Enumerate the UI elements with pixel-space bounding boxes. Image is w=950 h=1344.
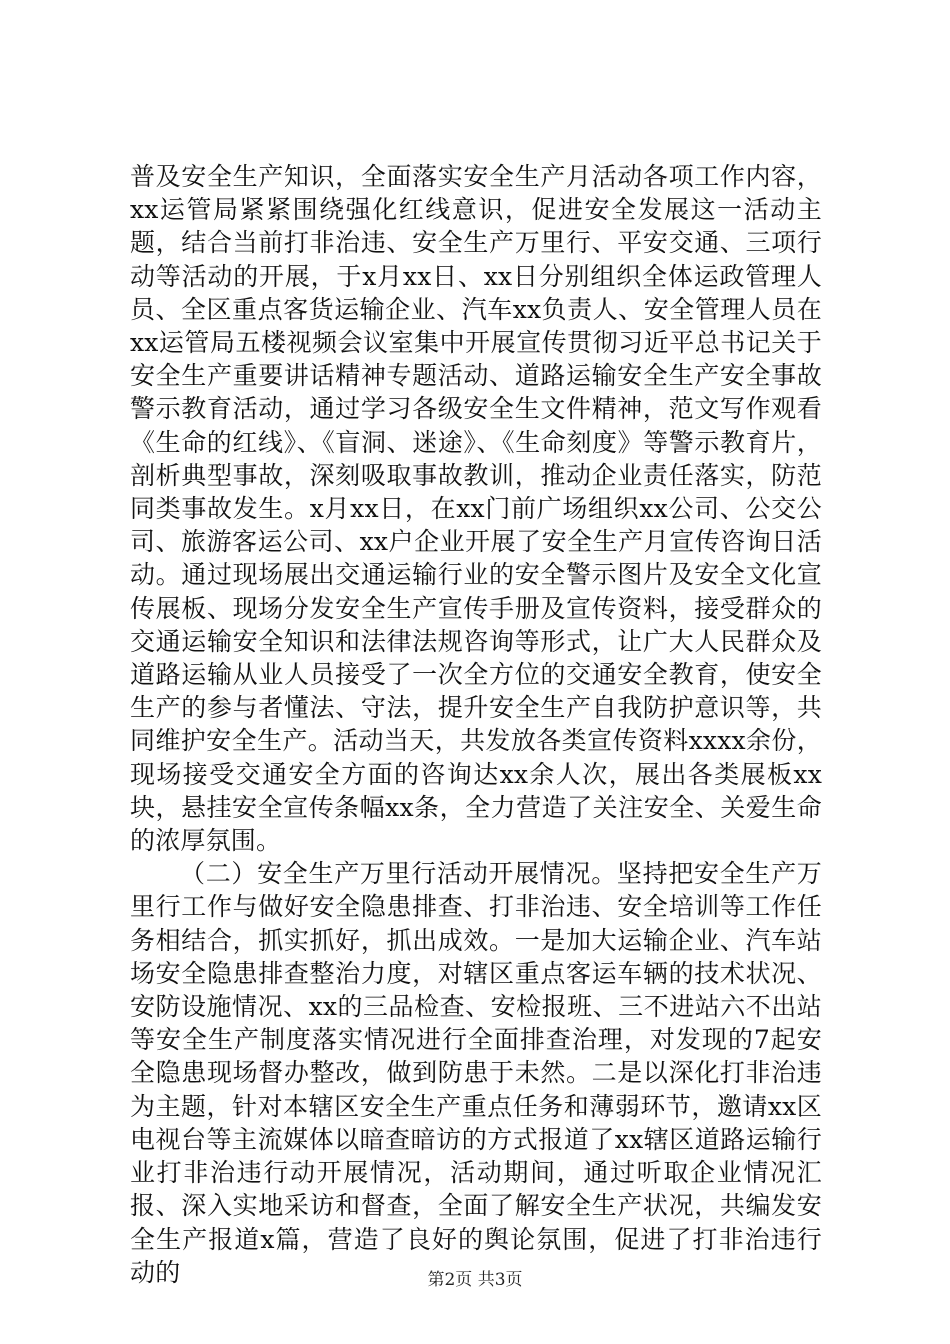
- document-body: [130, 160, 822, 1289]
- page-footer: 第2页 共3页: [427, 1270, 523, 1290]
- body-paragraph-2: （二）安全生产万里行活动开展情况。坚持把安全生产万里行工作与做好安全隐患排查、打非治违、安全培训等工作任务相结合，抓实抓好，抓出成效。一是加大运输企业、汽车站场安全隐患排查整治力度，对辖区重点客运车辆的技术状况、安防设施情况、xx的三品检查、安检报班、三不进站六不出站等安全生产制度落实情况进行全面排查治理，对发现的7起安全隐患现场督办整改，做到防患于未然。二是以深化打非治违为主题，针对本辖区安全生产重点任务和薄弱环节，邀请xx区电视台等主流媒体以暗查暗访的方式报道了xx辖区道路运输行业打非治违行动开展情况，活动期间，通过听取企业情况汇报、深入实地采访和督查，全面了解安全生产状况，共编发安全生产报道x篇，营造了良好的舆论氛围，促进了打非治违行动的: [130, 859, 822, 1287]
- body-paragraph-1: 普及安全生产知识，全面落实安全生产月活动各项工作内容，xx运管局紧紧围绕强化红线意识，促进安全发展这一活动主题，结合当前打非治违、安全生产万里行、平安交通、三项行动等活动的开展，于x月xx日、xx日分别组织全体运政管理人员、全区重点客货运输企业、汽车xx负责人、安全管理人员在xx运管局五楼视频会议室集中开展宣传贯彻习近平总书记关于安全生产重要讲话精神专题活动、道路运输安全生产安全事故警示教育活动，通过学习各级安全生文件精神，范文写作观看《生命的红线》、《盲洞、迷途》、《生命刻度》等警示教育片，剖析典型事故，深刻吸取事故教训，推动企业责任落实，防范同类事故发生。x月xx日，在xx门前广场组织xx公司、公交公司、旅游客运公司、xx户企业开展了安全生产月宣传咨询日活动。通过现场展出交通运输行业的安全警示图片及安全文化宣传展板、现场分发安全生产宣传手册及宣传资料，接受群众的交通运输安全知识和法律法规咨询等形式，让广大人民群众及道路运输从业人员接受了一次全方位的交通安全教育，使安全生产的参与者懂法、守法，提升安全生产自我防护意识等，共同维护安全生产。活动当天，共发放各类宣传资料xxxx余份，现场接受交通安全方面的咨询达xx余人次，展出各类展板xx块，悬挂安全宣传条幅xx条，全力营造了关注安全、关爱生命的浓厚氛围。: [130, 162, 822, 856]
